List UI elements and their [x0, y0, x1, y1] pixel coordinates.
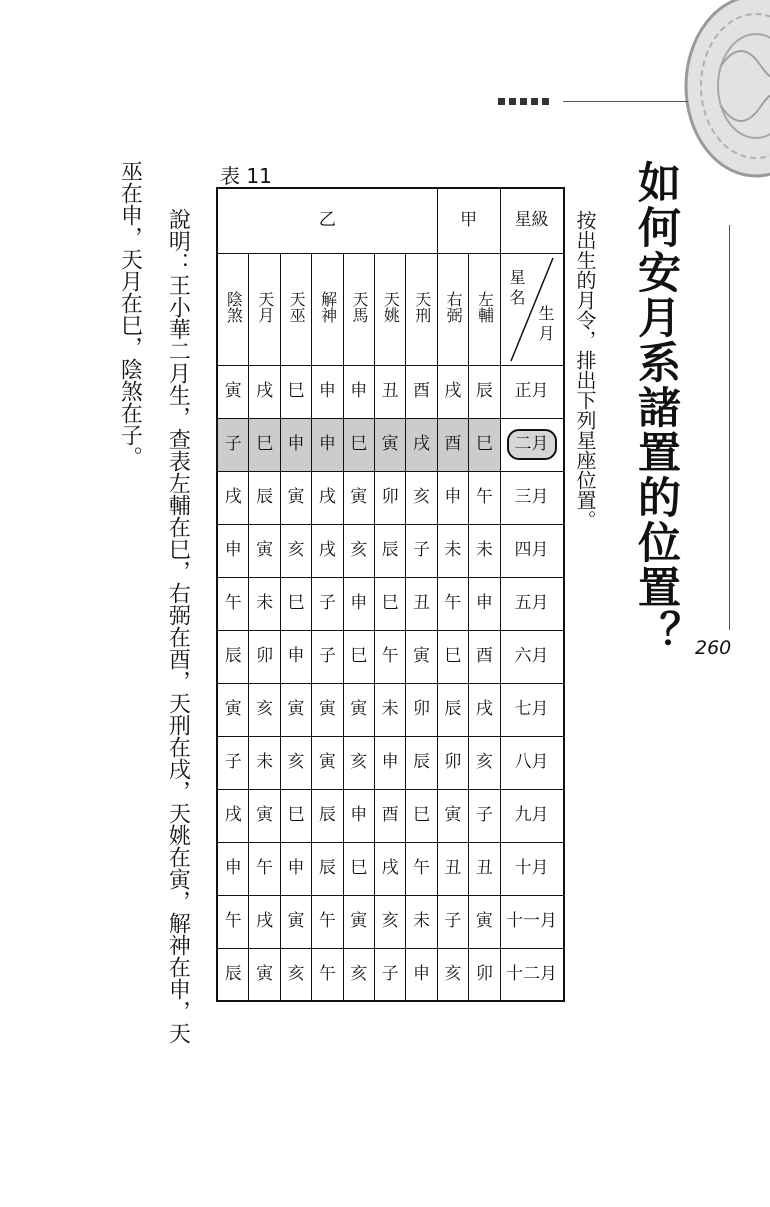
table-row	[217, 577, 564, 630]
table-cell: 戌	[374, 842, 405, 895]
table-row	[217, 789, 564, 842]
corner-month-label: 生月	[538, 303, 555, 343]
page-number: 260	[695, 637, 732, 659]
table-cell: 酉	[374, 789, 405, 842]
table-cell: 申	[374, 736, 405, 789]
table-cell: 巳	[469, 418, 500, 471]
table-row	[217, 418, 564, 471]
table-cell: 申	[280, 630, 311, 683]
table-cell: 寅	[249, 948, 280, 1001]
page-title: 如何安月系諸置的位置？	[631, 160, 681, 655]
table-cell: 寅	[469, 895, 500, 948]
table-cell: 戌	[469, 683, 500, 736]
table-cell: 子	[437, 895, 468, 948]
decorative-seal-icon	[676, 0, 770, 186]
table-cell: 辰	[249, 471, 280, 524]
table-cell: 未	[437, 524, 468, 577]
table-cell: 申	[406, 948, 437, 1001]
group-level: 星級	[500, 188, 564, 253]
table-cell: 亥	[406, 471, 437, 524]
side-rule	[729, 225, 730, 630]
table-cell: 子	[217, 418, 249, 471]
table-cell: 亥	[437, 948, 468, 1001]
table-cell: 未	[249, 736, 280, 789]
group-jia: 甲	[437, 188, 500, 253]
table-cell: 午	[469, 471, 500, 524]
table-cell: 辰	[406, 736, 437, 789]
table-cell: 申	[280, 842, 311, 895]
table-cell: 寅	[280, 895, 311, 948]
month-cell: 十月	[500, 842, 564, 895]
month-cell: 六月	[500, 630, 564, 683]
table-caption: 表 11	[220, 164, 272, 188]
month-cell: 十二月	[500, 948, 564, 1001]
table-cell: 申	[280, 418, 311, 471]
month-cell: 八月	[500, 736, 564, 789]
table-row	[217, 842, 564, 895]
table-cell: 辰	[374, 524, 405, 577]
table-cell: 申	[217, 842, 249, 895]
corner-star-label: 星名	[509, 267, 526, 307]
star-name: 天馬	[343, 253, 374, 365]
table-cell: 辰	[217, 630, 249, 683]
table-cell: 寅	[374, 418, 405, 471]
table-cell: 寅	[217, 683, 249, 736]
table-cell: 午	[312, 895, 343, 948]
table-cell: 戌	[406, 418, 437, 471]
table-cell: 午	[217, 895, 249, 948]
table-cell: 申	[217, 524, 249, 577]
table-cell: 午	[249, 842, 280, 895]
table-cell: 寅	[437, 789, 468, 842]
table-cell: 寅	[343, 471, 374, 524]
table-cell: 亥	[280, 948, 311, 1001]
decorative-dots	[498, 98, 549, 105]
table-cell: 辰	[217, 948, 249, 1001]
table-cell: 戌	[249, 365, 280, 418]
table-cell: 亥	[469, 736, 500, 789]
table-cell: 子	[374, 948, 405, 1001]
table-cell: 申	[437, 471, 468, 524]
table-cell: 寅	[280, 471, 311, 524]
table-cell: 未	[406, 895, 437, 948]
table-cell: 子	[469, 789, 500, 842]
table-row	[217, 630, 564, 683]
star-name: 右弼	[437, 253, 468, 365]
table-cell: 辰	[312, 842, 343, 895]
table-cell: 午	[217, 577, 249, 630]
table-cell: 寅	[343, 895, 374, 948]
table-cell: 戌	[249, 895, 280, 948]
star-name: 天巫	[280, 253, 311, 365]
table-cell: 酉	[469, 630, 500, 683]
table-cell: 子	[406, 524, 437, 577]
table-cell: 卯	[469, 948, 500, 1001]
table-cell: 未	[469, 524, 500, 577]
table-cell: 巳	[437, 630, 468, 683]
group-yi: 乙	[217, 188, 437, 253]
table-cell: 申	[469, 577, 500, 630]
star-name-row	[217, 253, 564, 365]
table-row	[217, 736, 564, 789]
table-cell: 戌	[312, 524, 343, 577]
table-row	[217, 683, 564, 736]
table-cell: 申	[312, 418, 343, 471]
table-cell: 巳	[343, 418, 374, 471]
table-cell: 酉	[437, 418, 468, 471]
table-cell: 巳	[280, 577, 311, 630]
table-cell: 戌	[217, 471, 249, 524]
table-cell: 巳	[249, 418, 280, 471]
table-cell: 寅	[280, 683, 311, 736]
star-name: 天姚	[374, 253, 405, 365]
month-cell: 五月	[500, 577, 564, 630]
corner-cell	[500, 253, 564, 365]
table-cell: 辰	[437, 683, 468, 736]
table-cell: 卯	[437, 736, 468, 789]
table-cell: 寅	[249, 789, 280, 842]
highlighted-month: 二月	[507, 429, 557, 460]
table-cell: 卯	[249, 630, 280, 683]
month-cell: 正月	[500, 365, 564, 418]
explanation-line-2: 巫在申，天月在巳，陰煞在子。	[117, 160, 143, 468]
table-cell: 亥	[343, 736, 374, 789]
table-cell: 申	[343, 577, 374, 630]
month-cell: 三月	[500, 471, 564, 524]
header-rule	[563, 101, 688, 102]
table-cell: 卯	[374, 471, 405, 524]
table-cell: 巳	[280, 365, 311, 418]
star-name: 左輔	[469, 253, 500, 365]
explanation-line-1: 說明：王小華二月生，查表左輔在巳，右弼在酉，天刑在戌，天姚在寅，解神在申，天	[165, 208, 191, 1044]
table-cell: 寅	[217, 365, 249, 418]
star-name: 解神	[312, 253, 343, 365]
table-cell: 亥	[343, 948, 374, 1001]
table-cell: 卯	[406, 683, 437, 736]
table-cell: 戌	[217, 789, 249, 842]
table-cell: 丑	[406, 577, 437, 630]
star-name: 天刑	[406, 253, 437, 365]
table-cell: 巳	[280, 789, 311, 842]
table-row	[217, 524, 564, 577]
table-cell: 申	[343, 365, 374, 418]
table-cell: 申	[312, 365, 343, 418]
table-cell: 酉	[406, 365, 437, 418]
table-header-row	[217, 188, 564, 253]
table-cell: 子	[312, 630, 343, 683]
table-cell: 戌	[437, 365, 468, 418]
month-cell	[500, 418, 564, 471]
table-cell: 子	[217, 736, 249, 789]
table-cell: 申	[343, 789, 374, 842]
table-cell: 巳	[406, 789, 437, 842]
star-name: 天月	[249, 253, 280, 365]
table-cell: 午	[406, 842, 437, 895]
table-cell: 亥	[249, 683, 280, 736]
table-cell: 丑	[374, 365, 405, 418]
intro-text: 按出生的月令，排出下列星座位置。	[573, 210, 597, 530]
table-cell: 巳	[343, 842, 374, 895]
month-cell: 十一月	[500, 895, 564, 948]
star-name: 陰煞	[217, 253, 249, 365]
month-cell: 九月	[500, 789, 564, 842]
table-row	[217, 948, 564, 1001]
table-cell: 寅	[312, 736, 343, 789]
table-cell: 寅	[312, 683, 343, 736]
table-cell: 亥	[280, 736, 311, 789]
table-cell: 巳	[343, 630, 374, 683]
table-row	[217, 471, 564, 524]
table-cell: 辰	[469, 365, 500, 418]
table-cell: 丑	[437, 842, 468, 895]
table-row	[217, 895, 564, 948]
table-cell: 寅	[249, 524, 280, 577]
table-cell: 午	[374, 630, 405, 683]
table-cell: 丑	[469, 842, 500, 895]
table-cell: 午	[437, 577, 468, 630]
table-cell: 亥	[374, 895, 405, 948]
star-position-table	[216, 187, 565, 1002]
table-cell: 午	[312, 948, 343, 1001]
table-cell: 未	[374, 683, 405, 736]
table-cell: 亥	[280, 524, 311, 577]
month-cell: 七月	[500, 683, 564, 736]
table-cell: 未	[249, 577, 280, 630]
table-cell: 亥	[343, 524, 374, 577]
table-cell: 子	[312, 577, 343, 630]
table-row	[217, 365, 564, 418]
table-cell: 寅	[406, 630, 437, 683]
table-cell: 巳	[374, 577, 405, 630]
table-cell: 寅	[343, 683, 374, 736]
table-cell: 辰	[312, 789, 343, 842]
month-cell: 四月	[500, 524, 564, 577]
table-cell: 戌	[312, 471, 343, 524]
